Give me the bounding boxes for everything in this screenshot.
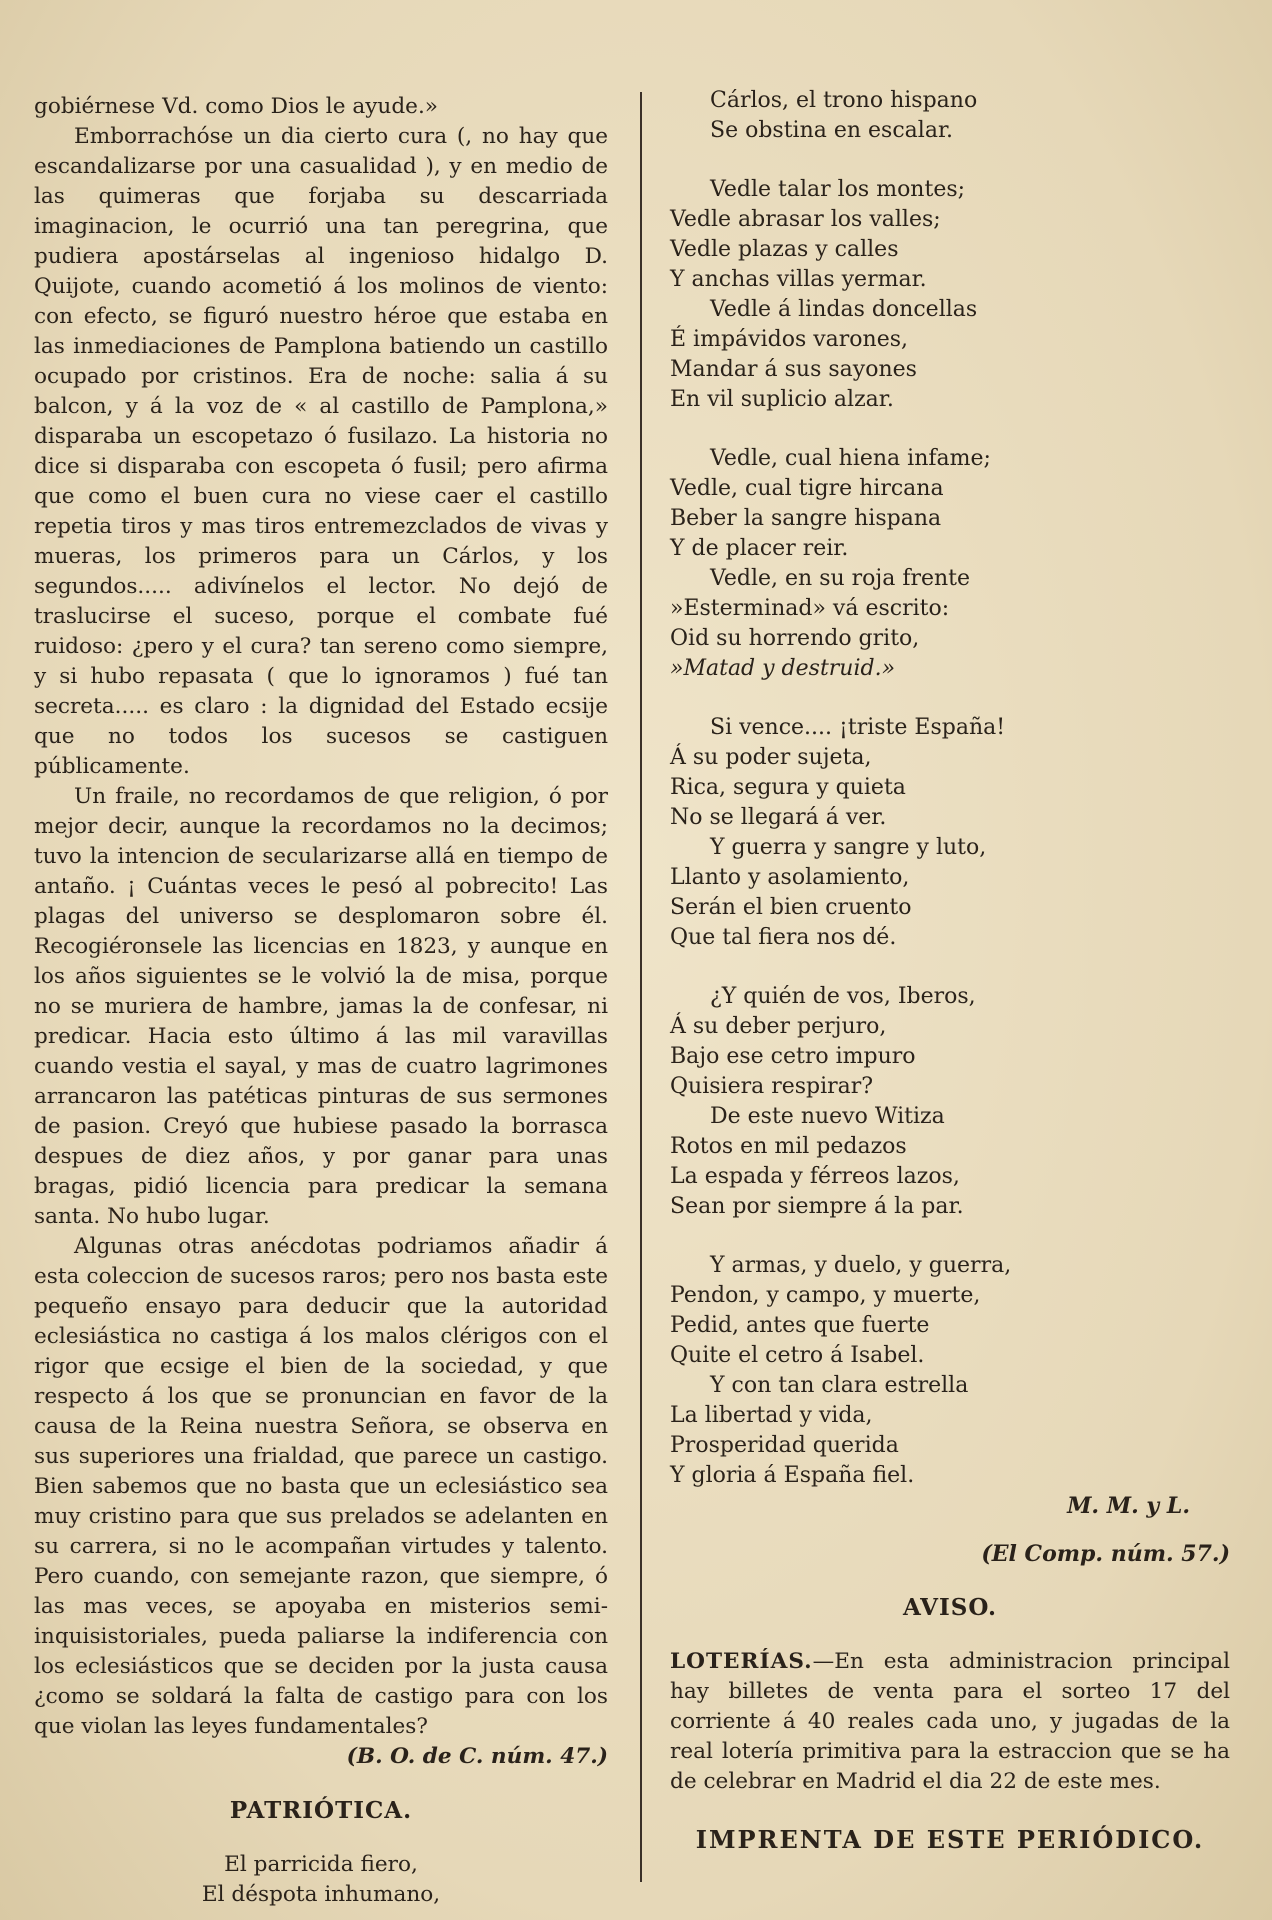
poem-line: Bajo ese cetro impuro: [670, 1044, 916, 1069]
left-column: [34, 92, 608, 1910]
aviso-title: AVISO.: [902, 1594, 998, 1621]
poem-line: La espada y férreos lazos,: [670, 1164, 960, 1189]
article-paragraph: gobiérnese Vd. como Dios le ayude.»: [34, 94, 439, 119]
article-paragraph: Un fraile, no recordamos de que religion, ó por mejor decir, aunque la recordamos no la decimos; tuvo la intencion de secularizarse allá en tiempo de antaño. ¡ Cuántas veces le pesó al pobrecito! Las plagas del universo se desplomaron sobre él. Recogiéronsele las licencias en 1823, y aunque en los años siguientes se le volvió la de misa, porque no se muriera de hambre, jamas la de confesar, ni predicar. Hacia esto último á las mil varavillas cuando vestia el sayal, y mas de cuatro lagrimones arrancaron las patéticas pinturas de sus sermones de pasion. Creyó que hubiese pasado la borrasca despues de diez años, y por ganar para unas bragas, pidió licencia para predicar la semana santa. No hubo lugar.: [34, 784, 608, 1229]
poem-line: Que tal fiera nos dé.: [670, 925, 897, 950]
poem-line: Y con tan clara estrella: [710, 1373, 969, 1398]
right-column: [670, 86, 1230, 1855]
poem-line: Mandar á sus sayones: [670, 357, 917, 382]
poem-line: É impávidos varones,: [670, 327, 909, 352]
poem-line: Y guerra y sangre y luto,: [710, 835, 987, 860]
poem-line: Y anchas villas yermar.: [670, 267, 927, 292]
column-divider: [640, 92, 642, 1882]
poem-line: Vedle talar los montes;: [710, 177, 966, 202]
poem-line: Rotos en mil pedazos: [670, 1134, 907, 1159]
em-dash: —: [812, 1649, 835, 1674]
imprint-line: IMPRENTA DE ESTE PERIÓDICO.: [695, 1825, 1205, 1854]
poem-title: PATRIÓTICA.: [229, 1797, 413, 1824]
poem-line: Vedle abrasar los valles;: [670, 207, 941, 232]
article-source: (B. O. de C. núm. 47.): [346, 1744, 608, 1769]
poem-stanza: [670, 175, 1230, 415]
poem-line: Y gloria á España fiel.: [670, 1463, 915, 1488]
poem-line: Se obstina en escalar.: [710, 118, 954, 143]
poem-line: Prosperidad querida: [670, 1433, 899, 1458]
poem-line: Llanto y asolamiento,: [670, 865, 910, 890]
poem-line: Pedid, antes que fuerte: [670, 1313, 930, 1338]
poem-line: Á su deber perjuro,: [670, 1014, 887, 1039]
poem-line: Y armas, y duelo, y guerra,: [710, 1253, 1012, 1278]
poem-line: Oid su horrendo grito,: [670, 626, 920, 651]
poem-line: Vedle á lindas doncellas: [710, 297, 978, 322]
aviso-notice: [670, 1647, 1230, 1797]
poem-line: Pendon, y campo, y muerte,: [670, 1283, 981, 1308]
poem-line: Y de placer reir.: [670, 536, 849, 561]
poem-line: »Esterminad» vá escrito:: [670, 596, 950, 621]
poem-line: Vedle, cual tigre hircana: [670, 476, 944, 501]
poem-line: Quisiera respirar?: [670, 1074, 874, 1099]
poem-line: Si vence.... ¡triste España!: [710, 715, 1006, 740]
poem-line: Vedle, en su roja frente: [710, 566, 971, 591]
aviso-body: En esta administracion principal hay billetes de venta para el sorteo 17 del corriente á 40 reales cada uno, y jugadas de la real lotería primitiva para la estraccion que se ha de celebrar en Madrid el dia 22 de este mes.: [670, 1649, 1230, 1794]
poem-line: ¿Y quién de vos, Iberos,: [710, 984, 976, 1009]
poem-source: (El Comp. núm. 57.): [981, 1541, 1230, 1567]
article-paragraph: Emborrachóse un dia cierto cura (, no hay que escandalizarse por una casualidad ), y en medio de las quimeras que forjaba su descarriada imaginacion, le ocurrió una tan peregrina, que pudiera apostárselas al ingenioso hidalgo D. Quijote, cuando acometió á los molinos de viento: con efecto, se figuró nuestro héroe que estaba en las inmediaciones de Pamplona batiendo un castillo ocupado por cristinos. Era de noche: salia á su balcon, y á la voz de « al castillo de Pamplona,» disparaba un escopetazo ó fusilazo. La historia no dice si disparaba con escopeta ó fusil; pero afirma que como el buen cura no viese caer el castillo repetia tiros y mas tiros entremezclados de vivas y mueras, los primeros para un Cárlos, y los segundos..... adivínelos el lector. No dejó de traslucirse el suceso, porque el combate fué ruidoso: ¿pero y el cura? tan sereno como siempre, y si hubo repasata ( que lo ignoramos ) fué tan secreta..... es claro : la dignidad del Estado ecsije que no todos los sucesos se castiguen públicamente.: [34, 124, 608, 779]
poem-line: Rica, segura y quieta: [670, 775, 906, 800]
poem-line: Quite el cetro á Isabel.: [670, 1343, 925, 1368]
poem-signature: M. M. y L.: [1067, 1493, 1190, 1519]
poem-line: Beber la sangre hispana: [670, 506, 942, 531]
poem-line: Serán el bien cruento: [670, 895, 912, 920]
poem-line: La libertad y vida,: [670, 1403, 873, 1428]
article-paragraph: Algunas otras anécdotas podriamos añadir á esta coleccion de sucesos raros; pero nos basta este pequeño ensayo para deducir que la autoridad eclesiástica no castiga á los malos clérigos con el rigor que ecsige el bien de la sociedad, y que respecto á los que se pronuncian en favor de la causa de la Reina nuestra Señora, se observa en sus superiores una frialdad, que parece un castigo. Bien sabemos que no basta que un eclesiástico sea muy cristino para que sus prelados se adelanten en su carrera, si no le acompañan virtudes y talento. Pero cuando, con semejante razon, que siempre, ó las mas veces, se apoyaba en misterios semi-inquisistoriales, pueda paliarse la indiferencia con los eclesiásticos que se deciden por la justa causa ¿como se soldará la falta de castigo para con los que violan las leyes fundamentales?: [34, 1234, 608, 1739]
poem-line: Sean por siempre á la par.: [670, 1194, 964, 1219]
poem-stanza: [670, 444, 1230, 684]
poem-line: El parricida fiero,: [224, 1852, 418, 1877]
poem-line: El déspota inhumano,: [201, 1882, 441, 1907]
poem-line: Vedle plazas y calles: [670, 237, 899, 262]
poem-line: De este nuevo Witiza: [710, 1104, 945, 1129]
poem-line: Vedle, cual hiena infame;: [710, 446, 991, 471]
poem-line: En vil suplicio alzar.: [670, 387, 894, 412]
poem-line: Cárlos, el trono hispano: [710, 88, 978, 113]
poem-stanza: [670, 86, 1230, 146]
poem-line: No se llegará á ver.: [670, 805, 887, 830]
poem-line: »Matad y destruid.»: [670, 656, 896, 681]
poem-stanza: [670, 982, 1230, 1222]
poem-stanza: [670, 1251, 1230, 1491]
poem-stanza: [670, 713, 1230, 953]
aviso-lead: LOTERÍAS.: [670, 1649, 813, 1674]
poem-line: Á su poder sujeta,: [670, 745, 872, 770]
